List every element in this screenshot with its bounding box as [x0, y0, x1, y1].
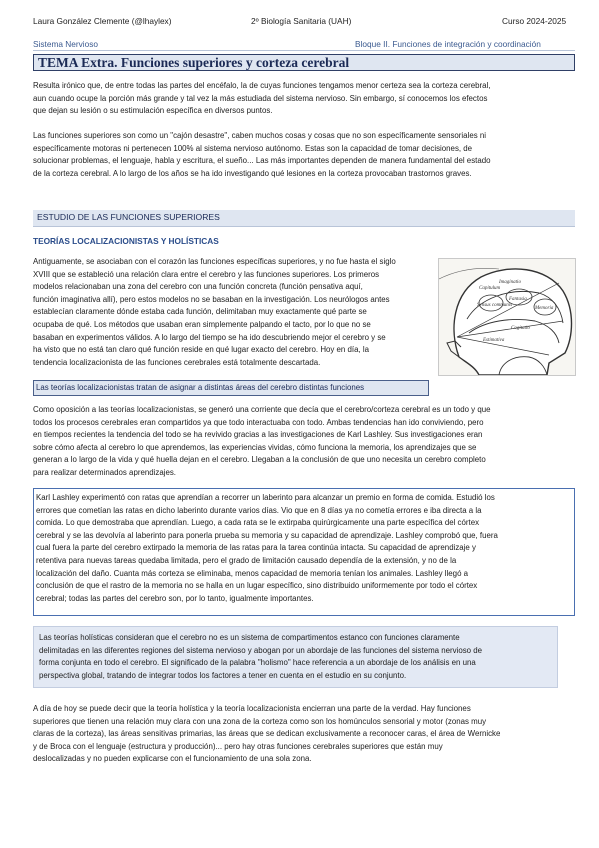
text-line: aun cuando ocupe la porción más grande y tal vez la más estudiada del sistema nervioso. Sin embargo, sí conocemos los efectos: [33, 93, 488, 103]
text-line: retentiva para nuevas tareas quedaba limitada, pero el grado de limitación causado dependía de la extensión, y no de la: [36, 555, 457, 565]
head-label: Sensus communis: [477, 303, 513, 308]
conclusion-paragraph: [33, 703, 578, 766]
text-line: función imaginativa allí), pero estos modelos no se basaban en la investigación. Los neurólogos antes: [33, 294, 390, 304]
text-line: Karl Lashley experimentó con ratas que aprendían a recorrer un laberinto para alcanzar un premio en forma de comida. Estudió los: [36, 493, 495, 502]
header-subject: Sistema Nervioso: [33, 39, 99, 49]
text-line: forma conjunta en todo el cerebro. El significado de la palabra "holismo" hace referencia a un abordaje de los análisis en una: [39, 658, 476, 668]
text-line: Las teorías holísticas consideran que el cerebro no es un sistema de compartimentos estanco con funciones claramente: [39, 633, 460, 642]
header-course: 2º Biología Sanitaria (UAH): [251, 16, 352, 26]
holistic-definition-paragraph: [39, 632, 554, 682]
head-label: Estimativa: [483, 338, 505, 343]
text-line: solucionar problemas, el lenguaje, habla y escritura, el sueño... Las más importantes dependen de manera fundamental del estado: [33, 156, 491, 166]
lashley-paragraph: [36, 492, 572, 605]
highlight-text: Las teorías localizacionistas tratan de asignar a distintas áreas del cerebro distintas funciones: [36, 383, 365, 392]
text-line: ha visto que no está tan claro qué función reside en qué lugar exacto del cerebro. Hoy en día, la: [33, 345, 370, 355]
phrenology-head-illustration: [438, 258, 576, 376]
text-line: sobre cómo afecta al cerebro lo que aprendemos, las experiencias vividas, cómo funciona la memoria, los aprendizajes que se: [33, 442, 477, 452]
text-line: tendencia localizacionista de las funciones cerebrales está totalmente descartada.: [33, 357, 321, 367]
head-label: Cogitatio: [511, 326, 530, 331]
text-line: para realizar determinados aprendizajes.: [33, 467, 176, 477]
text-line: cerebral; todas las partes del cerebro son, por lo tanto, igualmente importantes.: [36, 593, 314, 603]
localizationist-highlight: [33, 380, 429, 396]
text-line: delimitadas en las diferentes regiones del sistema nervioso y abogan por un abordaje de las funciones del sistema nervioso de: [39, 645, 483, 655]
text-line: Antiguamente, se asociaban con el corazón las funciones específicas superiores, y no fue hasta el siglo: [33, 257, 396, 266]
text-line: Resulta irónico que, de entre todas las partes del encéfalo, la de cuyas funciones tengamos menor certeza sea la corteza cerebral,: [33, 81, 491, 90]
text-line: deslocalizadas y no pueden explicarse con el funcionamiento de una sola zona.: [33, 754, 312, 764]
text-line: XVIII que se estableció una relación clara entre el cerebro y las funciones superiores. Los primeros: [33, 269, 380, 279]
text-line: perspectiva global, tratando de integrar todos los factores a tener en cuenta en el estudio en su conjunto.: [39, 670, 407, 680]
text-line: Las funciones superiores son como un "cajón desastre", caben muchos cosas y cosas que no son específicamente sensoriales ni: [33, 131, 486, 140]
text-line: todos los procesos cerebrales eran compartidos ya que todo interactuaba con todo. Ambas tendencias han ido conviviendo, pero: [33, 417, 484, 427]
header-year: Curso 2024-2025: [502, 16, 567, 26]
section-heading: ESTUDIO DE LAS FUNCIONES SUPERIORES: [37, 212, 220, 222]
text-line: localización del daño. Cuanta más corteza se eliminaba, menos capacidad de memoria tenían los animales. Lashley llegó a: [36, 568, 469, 578]
section-divider: [33, 226, 575, 227]
head-label: Capitulum: [479, 286, 501, 291]
holistic-definition-box: [33, 626, 558, 688]
text-line: superiores que tienen una relación muy clara con una zona de la corteza como son los homúnculos sensorial y motor (zonas muy: [33, 716, 487, 726]
text-line: y de Broca con el lenguaje (estructura y producción)... pero hay otras funciones cerebrales superiores que están muy: [33, 741, 443, 751]
text-line: errores que cometían las ratas en dicho laberinto durante varios días. Vio que en 8 días ya no cometía errores e iba directa a la: [36, 505, 482, 515]
text-line: en tiempos recientes la tendencia del todo se ha revivido gracias a las investigaciones de Karl Lashley. Sus investigaciones eran: [33, 430, 483, 440]
header-author: Laura González Clemente (@lhaylex): [33, 16, 172, 26]
text-line: de la corteza cerebral. A lo largo de los años se ha ido investigando qué lesiones en la corteza provocaban trastornos graves.: [33, 168, 472, 178]
section-heading-box: [33, 210, 575, 226]
text-line: claras de la corteza), las áreas sensitivas primarias, las áreas que se dedican exclusivamente a reconocer caras, el área de Wernicke: [33, 729, 501, 739]
topic-title: TEMA Extra. Funciones superiores y corteza cerebral: [38, 55, 350, 70]
text-line: cual fuera la parte del cerebro extirpado la memoria de las ratas para la tarea continúa intacta. Su capacidad de aprendizaje y: [36, 543, 476, 553]
text-line: A día de hoy se puede decir que la teoría holística y la teoría localizacionista encierran una parte de la verdad. Hay funciones: [33, 704, 471, 713]
text-line: específicamente motoras ni pertenecen 100% al sistema nervioso autónomo. Estas son la capacidad de tomar decisiones, de: [33, 143, 473, 153]
head-label: Memoria: [535, 306, 554, 311]
intro-paragraph: [33, 80, 578, 118]
text-line: establecían claramente dónde estaba cada función, delimitaban muy exactamente qué parte se: [33, 307, 367, 317]
text-line: cerebral y se las devolvía al laberinto para ponerla prueba su memoria y su capacidad de aprendizaje. Lashley comprobó que, fuera: [36, 530, 498, 540]
text-line: que dejan su lesión o su estimulación específica en diversos puntos.: [33, 106, 273, 116]
text-line: ocupaba de qué. Los métodos que usaban eran simplemente palpando el tacto, por lo que no se: [33, 319, 371, 329]
text-line: modelos relacionaban una zona del cerebro con una función concreta (función pensativa aquí,: [33, 282, 363, 292]
lashley-experiment-box: [33, 488, 575, 616]
head-engraving-image: [439, 259, 576, 376]
header-block: Bloque II. Funciones de integración y coordinación: [355, 39, 541, 49]
head-label: Imaginatio: [499, 280, 521, 285]
text-line: generan a lo largo de la vida y qué huella dejan en el cerebro. Llegaban a la conclusión de que uno necesita un cerebro completo: [33, 455, 486, 465]
text-line: basaban en experimentos válidos. A lo largo del tiempo se ha ido descubriendo mejor el cerebro y se: [33, 332, 386, 342]
topic-title-box: [33, 54, 575, 71]
functions-paragraph: [33, 130, 578, 180]
header-divider: [33, 50, 575, 51]
holistic-intro-paragraph: [33, 404, 578, 480]
text-line: comida. Lo que demostraba que aprendían. Luego, a cada rata se le extirpaba quirúrgicamente una parte específica del córtex: [36, 518, 480, 528]
subsection-heading: TEORÍAS LOCALIZACIONISTAS Y HOLÍSTICAS: [33, 236, 219, 246]
localizationist-paragraph: [33, 256, 443, 369]
text-line: Como oposición a las teorías localizacionistas, se generó una corriente que decía que el cerebro/corteza cerebral es un todo y que: [33, 405, 491, 414]
text-line: conclusión de que el rastro de la memoria no se halla en un lugar específico, sino distribuido uniformemente por todo el córtex: [36, 581, 478, 591]
head-label: Fantasia: [509, 297, 527, 302]
